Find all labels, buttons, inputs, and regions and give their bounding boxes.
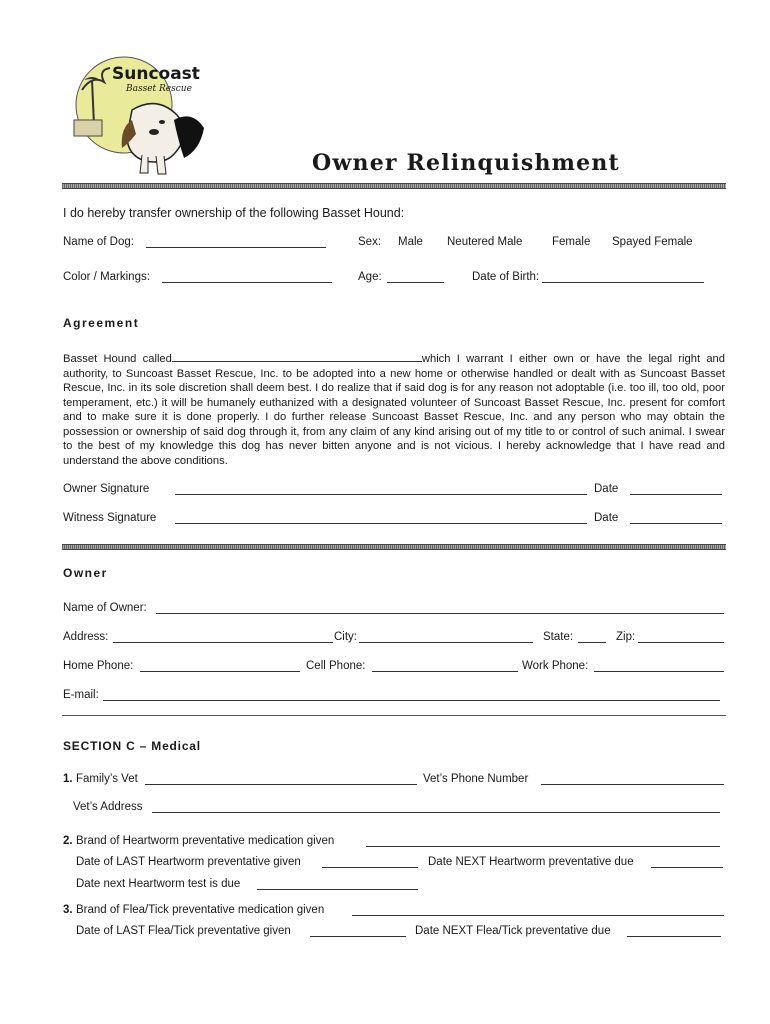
state-label: State: (543, 631, 574, 643)
cell-phone-field[interactable] (372, 671, 518, 672)
email-field[interactable] (103, 700, 720, 701)
q1-number: 1. (63, 773, 73, 785)
city-field[interactable] (359, 642, 533, 643)
flea-tick-brand-field[interactable] (352, 915, 724, 916)
owner-divider (62, 715, 726, 716)
dob-label: Date of Birth: (472, 271, 540, 283)
vet-address-label: Vet’s Address (73, 801, 143, 813)
work-phone-field[interactable] (594, 671, 724, 672)
logo (62, 50, 212, 180)
family-vet-field[interactable] (145, 784, 417, 785)
sex-option-female[interactable]: Female (552, 236, 591, 248)
heartworm-test-label: Date next Heartworm test is due (76, 878, 241, 890)
agreement-text-start: Basset Hound called (63, 353, 172, 365)
color-markings-label: Color / Markings: (63, 271, 150, 283)
heartworm-last-field[interactable] (322, 867, 418, 868)
agreement-divider (62, 544, 726, 550)
logo-subtitle: Basset Rescue (126, 84, 192, 94)
agreement-text (63, 351, 725, 468)
page-title: Owner Relinquishment (312, 150, 620, 176)
sex-option-male[interactable]: Male (398, 236, 423, 248)
flea-tick-brand-label: Brand of Flea/Tick preventative medication given (76, 904, 325, 916)
color-markings-field[interactable] (162, 282, 332, 283)
heartworm-last-label: Date of LAST Heartworm preventative given (76, 856, 301, 868)
owner-signature-date-label: Date (594, 483, 619, 495)
sex-option-spayed-female[interactable]: Spayed Female (612, 236, 693, 248)
zip-label: Zip: (616, 631, 636, 643)
family-vet-label: Family’s Vet (76, 773, 138, 785)
flea-tick-last-field[interactable] (310, 936, 406, 937)
dob-field[interactable] (542, 282, 704, 283)
vet-phone-field[interactable] (541, 784, 724, 785)
zip-field[interactable] (638, 642, 724, 643)
vet-phone-label: Vet’s Phone Number (423, 773, 529, 785)
heartworm-brand-label: Brand of Heartworm preventative medication given (76, 835, 335, 847)
owner-signature-field[interactable] (175, 494, 587, 495)
title-divider (62, 183, 726, 189)
home-phone-label: Home Phone: (63, 660, 134, 672)
owner-name-field[interactable] (156, 613, 724, 614)
owner-signature-label: Owner Signature (63, 483, 150, 495)
owner-name-label: Name of Owner: (63, 602, 147, 614)
email-label: E-mail: (63, 689, 99, 701)
vet-address-field[interactable] (152, 812, 720, 813)
intro-text: I do hereby transfer ownership of the following Basset Hound: (63, 206, 405, 220)
heartworm-brand-field[interactable] (366, 846, 720, 847)
sex-label: Sex: (358, 236, 382, 248)
sex-option-neutered-male[interactable]: Neutered Male (447, 236, 523, 248)
q2-number: 2. (63, 835, 73, 847)
flea-tick-next-label: Date NEXT Flea/Tick preventative due (415, 925, 611, 937)
medical-heading: SECTION C – Medical (63, 739, 201, 753)
witness-signature-date-label: Date (594, 512, 619, 524)
q3-number: 3. (63, 904, 73, 916)
cell-phone-label: Cell Phone: (306, 660, 366, 672)
dog-name-label: Name of Dog: (63, 236, 134, 248)
witness-signature-date-field[interactable] (630, 523, 722, 524)
agreement-heading: Agreement (63, 316, 140, 330)
agreement-text-rest: which I warrant I either own or have the legal right and authority, to Suncoast Basset Rescue, Inc. to be adopted into a new home or otherwise handled or dealt with as Suncoast Basset Rescue, Inc. in its sole discretion shall deem best. I do realize that if said dog is for any reason not adoptable (i.e. too ill, too old, poor temperament, etc.) it will be humanely euthanized with a designated volunteer of Suncoast Basset Rescue, Inc. present for comfort and to make sure it is done properly. I do further release Suncoast Basset Rescue, Inc. and any person who may obtain the possession or ownership of said dog through it, from any claim of any kind arising out of my title to or control of such animal. I swear to the best of my knowledge this dog has never bitten anyone and is not vicious. I hereby acknowledge that I have read and understand the above conditions. (63, 353, 725, 467)
dog-name-field[interactable] (146, 247, 326, 248)
heartworm-next-label: Date NEXT Heartworm preventative due (428, 856, 634, 868)
city-label: City: (334, 631, 357, 643)
address-field[interactable] (113, 642, 333, 643)
work-phone-label: Work Phone: (522, 660, 589, 672)
flea-tick-next-field[interactable] (627, 936, 721, 937)
age-field[interactable] (387, 282, 444, 283)
address-label: Address: (63, 631, 109, 643)
dog-called-field[interactable] (172, 351, 422, 362)
owner-heading: Owner (63, 566, 108, 580)
heartworm-next-field[interactable] (651, 867, 723, 868)
home-phone-field[interactable] (140, 671, 300, 672)
age-label: Age: (358, 271, 382, 283)
heartworm-test-field[interactable] (257, 889, 418, 890)
logo-name: Suncoast (112, 64, 200, 84)
flea-tick-last-label: Date of LAST Flea/Tick preventative given (76, 925, 291, 937)
witness-signature-field[interactable] (175, 523, 587, 524)
witness-signature-label: Witness Signature (63, 512, 157, 524)
state-field[interactable] (578, 642, 606, 643)
owner-signature-date-field[interactable] (630, 494, 722, 495)
